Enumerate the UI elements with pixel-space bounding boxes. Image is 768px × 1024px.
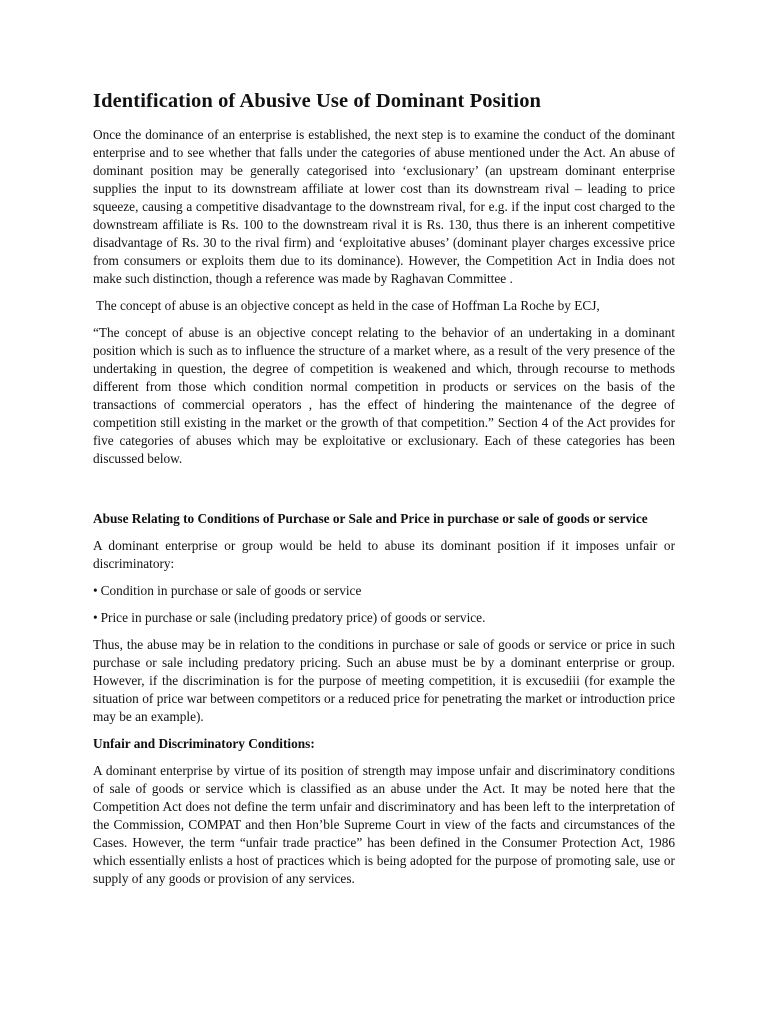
bullet-text: Price in purchase or sale (including predatory price) of goods or service. — [100, 610, 486, 625]
bullet-mark: • — [93, 610, 98, 625]
intro-paragraph: Once the dominance of an enterprise is established, the next step is to examine the conduct of the dominant enterprise and to see whether that falls under the categories of abuse mentioned under the Act. An abuse of dominant position may be generally categorised into ‘exclusionary’ (an upstream dominant enterprise supplies the input to its downstream affiliate at lower cost than its downstream rival – leading to price squeeze, causing a competitive disadvantage to the downstream rival, for e.g. if the input cost charged to the downstream affiliate is Rs. 100 to the downstream rival it is Rs. 130, thus there is an inherent competitive disadvantage of Rs. 30 to the rival firm) and ‘exploitative abuses’ (dominant player charges excessive price from consumers or exploits them due to its dominance). However, the Competition Act in India does not make such distinction, though a reference was made by Raghavan Committee . — [93, 127, 675, 286]
quote-paragraph: “The concept of abuse is an objective concept relating to the behavior of an undertaking in a dominant position which is such as to influence the structure of a market where, as a result of the very presence of the undertaking in question, the degree of competition is weakened and which, through recourse to methods different from those which condition normal competition in products or services on the basis of the transactions of commercial operators , has the effect of hindering the maintenance of the degree of competition still existing in the market or the growth of that competition.” Section 4 of the Act provides for five categories of abuses which may be exploitative or exclusionary. Each of these categories has been discussed below. — [93, 325, 675, 466]
section-spacer — [93, 477, 675, 510]
document-page — [93, 88, 675, 897]
bullet-mark: • — [93, 583, 98, 598]
document-title: Identification of Abusive Use of Dominant Position — [93, 90, 542, 112]
section-heading-purchase-sale: Abuse Relating to Conditions of Purchase or Sale and Price in purchase or sale of goods or service — [93, 511, 648, 526]
section-heading-unfair-conditions: Unfair and Discriminatory Conditions: — [93, 736, 315, 751]
section-body-paragraph: Thus, the abuse may be in relation to the conditions in purchase or sale of goods or service or price in such purchase or sale including predatory pricing. Such an abuse must be by a dominant enterprise or group. However, if the discrimination is for the purpose of meeting competition, it is excusediii (for example the situation of price war between competitors or a reduced price for penetrating the market or introduction price may be an example). — [93, 637, 675, 724]
hoffman-paragraph: The concept of abuse is an objective concept as held in the case of Hoffman La Roche by ECJ, — [96, 298, 600, 313]
bullet-text: Condition in purchase or sale of goods or service — [100, 583, 362, 598]
unfair-conditions-paragraph: A dominant enterprise by virtue of its position of strength may impose unfair and discriminatory conditions of sale of goods or service which is classified as an abuse under the Act. It may be noted here that the Competition Act does not define the term unfair and discriminatory and has been left to the interpretation of the Commission, COMPAT and then Hon’ble Supreme Court in view of the facts and circumstances of the Cases. However, the term “unfair trade practice” has been defined in the Consumer Protection Act, 1986 which essentially enlists a host of practices which is being adopted for the purpose of promoting sale, use or supply of any goods or provision of any services. — [93, 763, 675, 886]
bullet-item — [93, 609, 675, 627]
bullet-item — [93, 582, 675, 600]
section-intro-paragraph: A dominant enterprise or group would be held to abuse its dominant position if it imposes unfair or discriminatory: — [93, 538, 675, 571]
